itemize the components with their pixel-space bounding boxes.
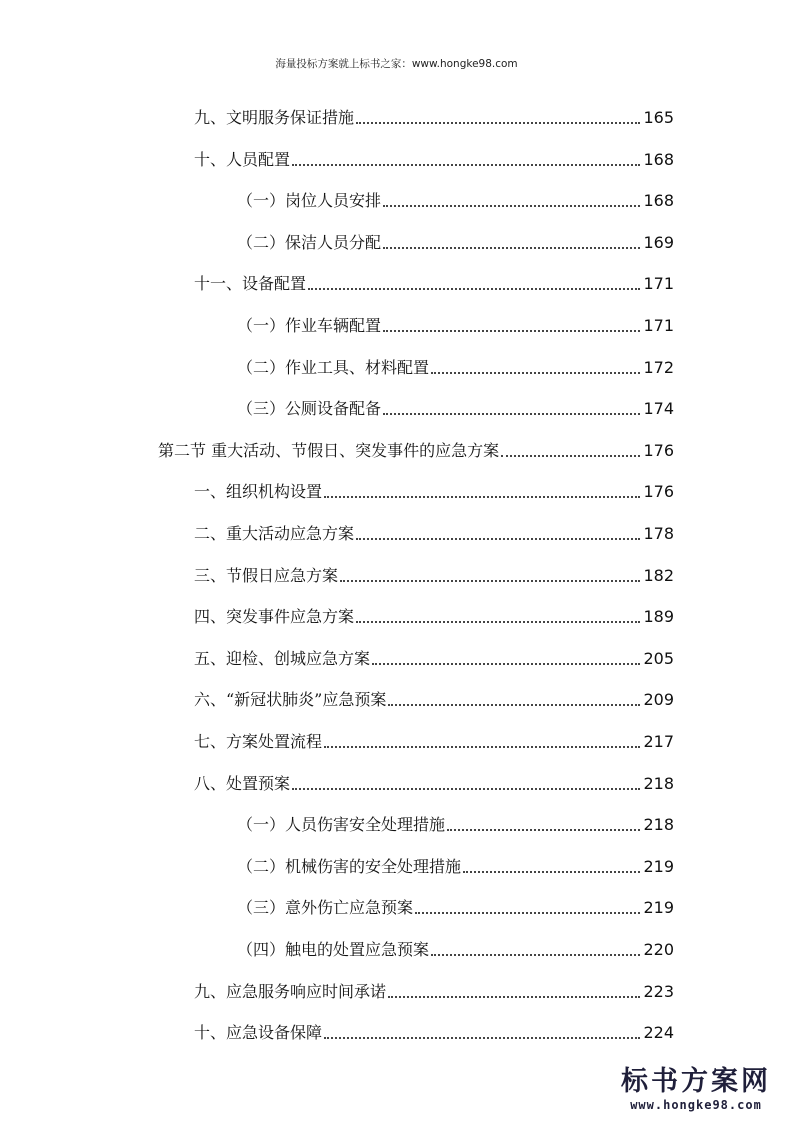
toc-dot-leader <box>324 746 640 748</box>
toc-entry-title: 二、重大活动应急方案 <box>194 524 355 543</box>
toc-entry-title: （二）作业工具、材料配置 <box>237 357 430 377</box>
toc-entry[interactable] <box>237 936 674 960</box>
toc-entry-page: 182 <box>643 565 674 585</box>
toc-dot-leader <box>292 164 640 166</box>
toc-entry-title: 四、突发事件应急方案 <box>194 607 355 627</box>
toc-dot-leader <box>463 871 640 873</box>
toc-entry-title: （二）机械伤害的安全处理措施 <box>237 856 462 876</box>
toc-entry[interactable] <box>194 520 674 544</box>
toc-dot-leader <box>324 1037 640 1039</box>
toc-entry-title: （四）触电的处置应急预案 <box>237 940 430 959</box>
toc-entry-page: 217 <box>643 732 674 751</box>
toc-entry-title: 一、组织机构设置 <box>194 482 323 502</box>
toc-dot-leader <box>292 788 640 790</box>
toc-entry-page: 169 <box>643 232 674 252</box>
toc-entry-page: 165 <box>643 108 674 127</box>
toc-entry-page: 168 <box>643 149 674 169</box>
toc-entry[interactable] <box>194 1019 674 1043</box>
toc-entry-page: 219 <box>643 898 674 918</box>
toc-dot-leader <box>340 580 640 582</box>
toc-entry[interactable] <box>158 437 674 461</box>
toc-entry-page: 176 <box>643 482 674 502</box>
toc-entry[interactable] <box>237 354 674 378</box>
watermark-brand: 标书方案网 <box>621 1066 771 1097</box>
toc-dot-leader <box>431 954 640 956</box>
toc-entry-page: 219 <box>643 856 674 876</box>
toc-entry-title: 六、“新冠状肺炎”应急预案 <box>194 690 387 710</box>
toc-entry[interactable] <box>237 187 674 211</box>
toc-entry[interactable] <box>194 104 674 128</box>
page-header: 海量投标方案就上标书之家：www.hongke98.com <box>275 58 518 70</box>
toc-entry-title: 五、迎检、创城应急方案 <box>194 648 371 668</box>
toc-entry-page: 171 <box>643 316 674 335</box>
toc-dot-leader <box>383 330 640 332</box>
toc-entry-page: 174 <box>643 399 674 419</box>
toc-dot-leader <box>447 829 640 831</box>
toc-entry-page: 189 <box>643 607 674 627</box>
toc-dot-leader <box>356 621 640 623</box>
toc-entry[interactable] <box>237 312 674 336</box>
toc-entry[interactable] <box>194 146 674 170</box>
toc-entry-title: 十一、设备配置 <box>194 274 307 294</box>
toc-entry-title: 三、节假日应急方案 <box>194 565 339 585</box>
toc-entry-page: 209 <box>643 690 674 710</box>
toc-entry-title: 九、应急服务响应时间承诺 <box>194 981 387 1001</box>
toc-entry-page: 171 <box>643 274 674 294</box>
toc-dot-leader <box>383 247 640 249</box>
toc-entry-page: 178 <box>643 524 674 543</box>
toc-entry[interactable] <box>237 395 674 419</box>
toc-entry[interactable] <box>237 229 674 253</box>
watermark-logo <box>611 1066 781 1112</box>
toc-dot-leader <box>383 205 640 207</box>
toc-dot-leader <box>388 704 640 706</box>
toc-entry-page: 224 <box>643 1023 674 1043</box>
watermark-url: www.hongke98.com <box>630 1098 762 1112</box>
toc-entry-page: 218 <box>643 815 674 835</box>
toc-entry-title: （一）人员伤害安全处理措施 <box>237 815 446 835</box>
toc-entry[interactable] <box>194 728 674 752</box>
toc-entry-page: 176 <box>643 440 674 460</box>
toc-entry-title: 第二节 重大活动、节假日、突发事件的应急方案 <box>158 440 500 460</box>
toc-dot-leader <box>415 912 640 914</box>
toc-entry-page: 218 <box>643 773 674 793</box>
toc-entry[interactable] <box>194 478 674 502</box>
toc-entry-page: 205 <box>643 648 674 668</box>
toc-dot-leader <box>356 538 640 540</box>
toc-entry[interactable] <box>194 270 674 294</box>
toc-entry[interactable] <box>237 853 674 877</box>
toc-dot-leader <box>372 663 640 665</box>
toc-entry[interactable] <box>237 894 674 918</box>
toc-entry-page: 220 <box>643 940 674 959</box>
toc-dot-leader <box>501 455 640 457</box>
toc-entry-title: （三）意外伤亡应急预案 <box>237 898 414 918</box>
toc-dot-leader <box>388 996 640 998</box>
toc-dot-leader <box>431 372 640 374</box>
toc-entry[interactable] <box>194 603 674 627</box>
toc-entry-title: 十、应急设备保障 <box>194 1023 323 1043</box>
toc-entry-page: 223 <box>643 981 674 1001</box>
toc-entry[interactable] <box>237 811 674 835</box>
toc-entry[interactable] <box>194 562 674 586</box>
toc-entry-title: （二）保洁人员分配 <box>237 232 382 252</box>
toc-dot-leader <box>324 496 640 498</box>
toc-entry[interactable] <box>194 686 674 710</box>
toc-entry-page: 168 <box>643 191 674 211</box>
toc-dot-leader <box>383 413 640 415</box>
toc-entry-title: 八、处置预案 <box>194 773 291 793</box>
toc-entry[interactable] <box>194 978 674 1002</box>
toc-entry-title: 九、文明服务保证措施 <box>194 108 355 127</box>
toc-entry-title: （三）公厕设备配备 <box>237 399 382 419</box>
toc-entry-title: 七、方案处置流程 <box>194 732 323 751</box>
toc-dot-leader <box>356 122 640 124</box>
toc-entry-page: 172 <box>643 357 674 377</box>
toc-entry-title: （一）作业车辆配置 <box>237 316 382 335</box>
toc-dot-leader <box>308 288 640 290</box>
toc-entry[interactable] <box>194 770 674 794</box>
toc-entry-title: 十、人员配置 <box>194 149 291 169</box>
toc-entry-title: （一）岗位人员安排 <box>237 191 382 211</box>
toc-entry[interactable] <box>194 645 674 669</box>
